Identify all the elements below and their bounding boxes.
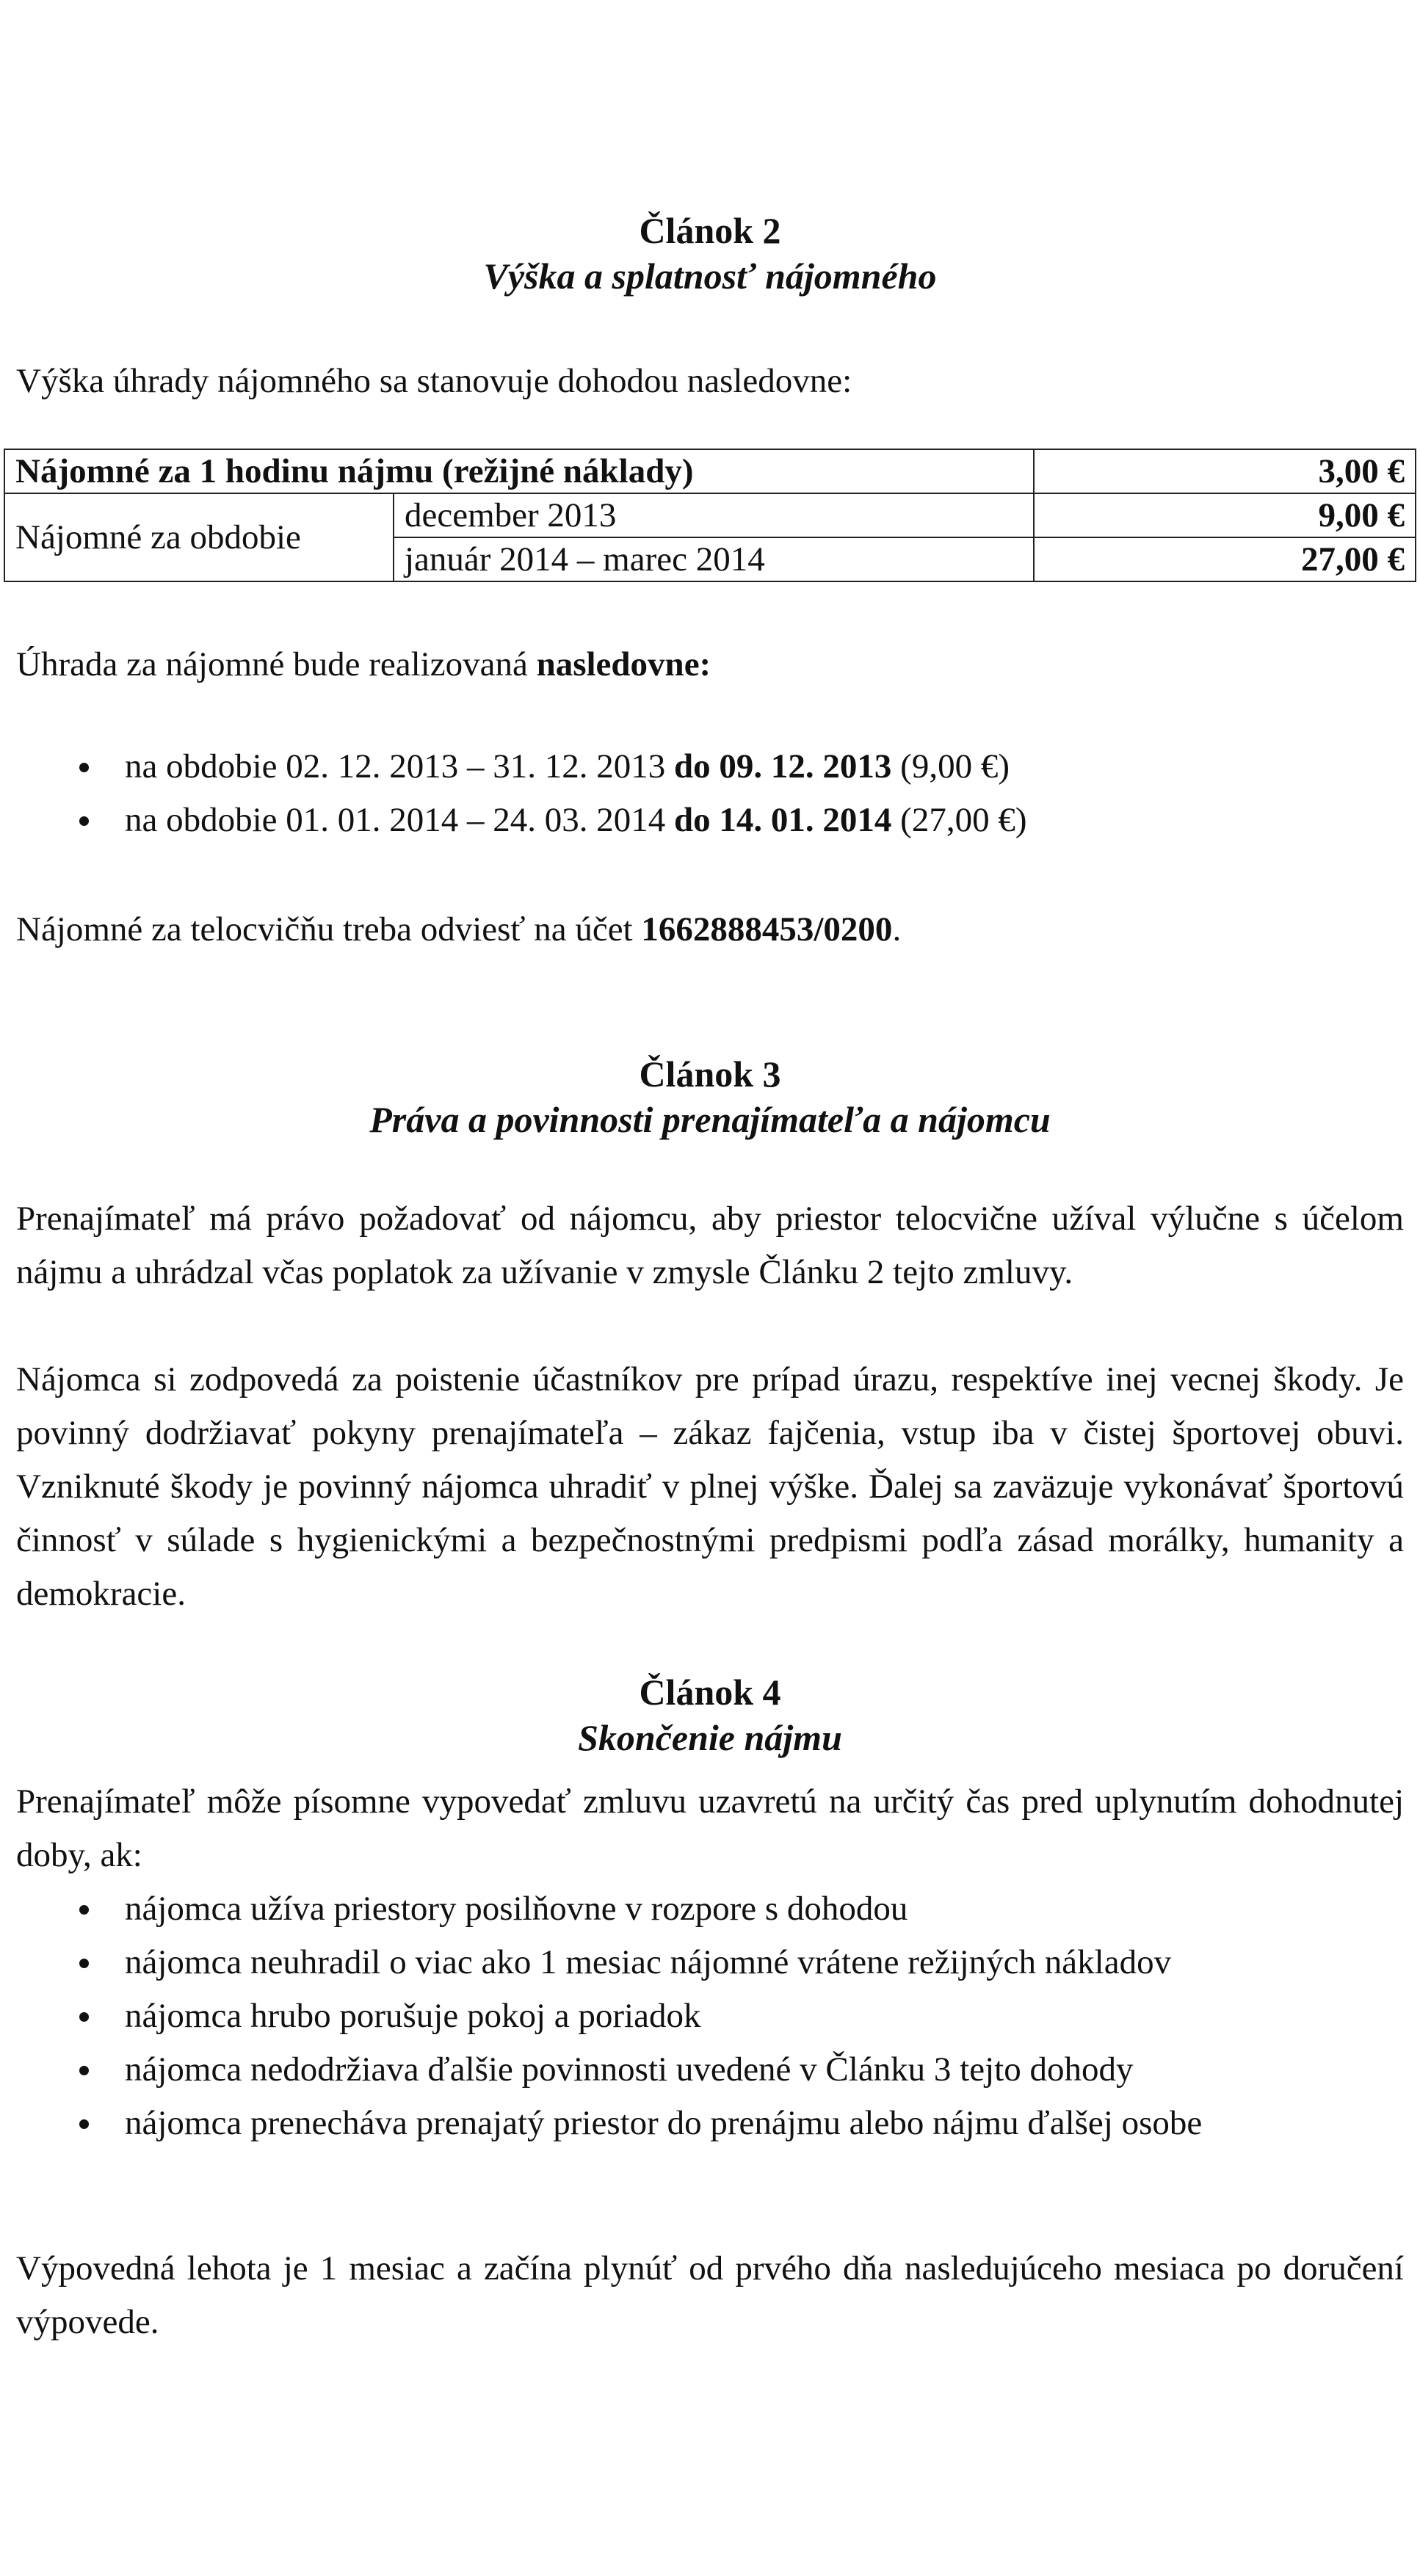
table-row xyxy=(4,493,1416,537)
account-number: 1662888453/0200 xyxy=(641,910,893,948)
account-end: . xyxy=(892,910,902,948)
hourly-rent-amount: 3,00 € xyxy=(1034,449,1416,493)
period-label: január 2014 – marec 2014 xyxy=(394,537,1034,581)
rent-intro: Výška úhrady nájomného sa stanovuje dohodou nasledovne: xyxy=(16,362,852,400)
article-4-heading xyxy=(0,1669,1420,1760)
account-text: Nájomné za telocvičňu treba odviesť na účet xyxy=(16,910,642,948)
article-number: Článok 3 xyxy=(639,1053,781,1095)
payment-period: na obdobie 02. 12. 2013 – 31. 12. 2013 xyxy=(125,747,675,786)
period-amount: 27,00 € xyxy=(1034,537,1416,581)
article-2-heading xyxy=(0,208,1420,299)
termination-reasons-list xyxy=(16,1882,1404,2150)
list-item: nájomca prenecháva prenajatý priestor do prenájmu alebo nájmu ďalšej osobe xyxy=(16,2097,1404,2150)
payment-due: do 14. 01. 2014 xyxy=(674,801,892,839)
notice-period: Výpovedná lehota je 1 mesiac a začína plynúť od prvého dňa nasledujúceho mesiaca po doručení výpovede. xyxy=(16,2249,1404,2341)
payment-amount: (27,00 €) xyxy=(891,801,1027,839)
table-row xyxy=(4,449,1416,493)
hourly-rent-label: Nájomné za 1 hodinu nájmu (režijné náklady) xyxy=(4,449,1034,493)
rent-table xyxy=(4,449,1416,582)
list-item xyxy=(16,740,1404,794)
period-rent-label: Nájomné za obdobie xyxy=(4,493,394,581)
payment-list xyxy=(16,740,1404,847)
article-title: Skončenie nájmu xyxy=(578,1717,842,1758)
list-item: nájomca neuhradil o viac ako 1 mesiac nájomné vrátene režijných nákladov xyxy=(16,1936,1404,1989)
list-item: nájomca hrubo porušuje pokoj a poriadok xyxy=(16,1989,1404,2043)
article-number: Článok 2 xyxy=(639,210,781,251)
article-title: Práva a povinnosti prenajímateľa a nájomcu xyxy=(369,1099,1051,1140)
period-label: december 2013 xyxy=(394,493,1034,537)
period-amount: 9,00 € xyxy=(1034,493,1416,537)
list-item: nájomca užíva priestory posilňovne v rozpore s dohodou xyxy=(16,1882,1404,1936)
list-item: nájomca nedodržiava ďalšie povinnosti uvedené v Článku 3 tejto dohody xyxy=(16,2043,1404,2097)
list-item xyxy=(16,794,1404,847)
account-line xyxy=(16,903,1404,957)
termination-intro: Prenajímateľ môže písomne vypovedať zmluvu uzavretú na určitý čas pred uplynutím dohodnutej doby, ak: xyxy=(16,1782,1404,1874)
payment-intro-text: Úhrada za nájomné bude realizovaná xyxy=(16,645,537,683)
payment-intro xyxy=(16,638,1404,692)
article-3-heading xyxy=(0,1051,1420,1142)
article-3-paragraph-2: Nájomca si zodpovedá za poistenie účastníkov pre prípad úrazu, respektíve inej vecnej škody. Je povinný dodržiavať pokyny prenajímateľa – zákaz fajčenia, vstup iba v čistej športovej obuvi. Vzniknuté škody je povinný nájomca uhradiť v plnej výške. Ďalej sa zaväzuje vykonávať športovú činnosť v súlade s hygienickými a bezpečnostnými predpismi podľa zásad morálky, humanity a demokracie. xyxy=(16,1360,1404,1613)
article-number: Článok 4 xyxy=(639,1672,781,1713)
article-3-paragraph-1: Prenajímateľ má právo požadovať od nájomcu, aby priestor telocvične užíval výlučne s účelom nájmu a uhrádzal včas poplatok za užívanie v zmysle Článku 2 tejto zmluvy. xyxy=(16,1200,1404,1291)
payment-intro-bold: nasledovne: xyxy=(536,645,711,683)
article-title: Výška a splatnosť nájomného xyxy=(483,255,937,297)
payment-period: na obdobie 01. 01. 2014 – 24. 03. 2014 xyxy=(125,801,675,839)
payment-due: do 09. 12. 2013 xyxy=(674,747,892,786)
payment-amount: (9,00 €) xyxy=(891,747,1010,786)
